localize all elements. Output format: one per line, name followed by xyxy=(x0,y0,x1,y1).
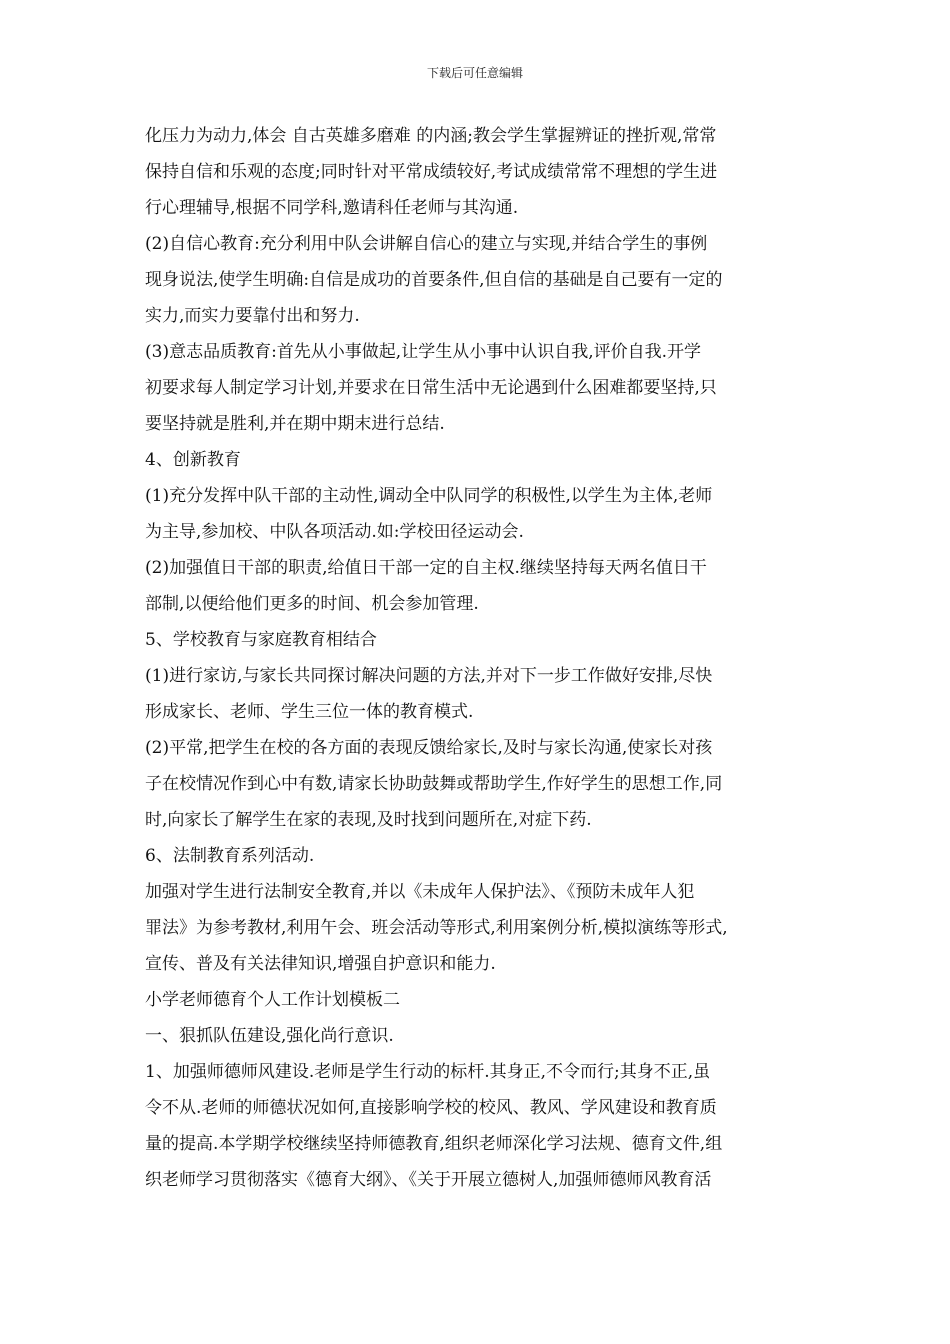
section-heading: 6、法制教育系列活动. xyxy=(145,846,315,866)
text-line: 初要求每人制定学习计划,并要求在日常生活中无论遇到什么困难都要坚持,只 xyxy=(145,378,717,398)
text-line: 保持自信和乐观的态度;同时针对平常成绩较好,考试成绩常常不理想的学生进 xyxy=(145,162,718,182)
text-line: (1)进行家访,与家长共同探讨解决问题的方法,并对下一步工作做好安排,尽快 xyxy=(145,666,713,686)
text-line: 现身说法,使学生明确:自信是成功的首要条件,但自信的基础是自己要有一定的 xyxy=(145,270,723,290)
text-line: 罪法》为参考教材,利用午会、班会活动等形式,利用案例分析,模拟演练等形式, xyxy=(145,918,728,938)
page-header: 下载后可任意编辑 xyxy=(426,66,523,80)
text-line: 令不从.老师的师德状况如何,直接影响学校的校风、教风、学风建设和教育质 xyxy=(145,1098,717,1118)
section-heading: 一、狠抓队伍建设,强化尚行意识. xyxy=(145,1026,394,1046)
text-line: (3)意志品质教育:首先从小事做起,让学生从小事中认识自我,评价自我.开学 xyxy=(145,342,702,362)
text-line: 量的提高.本学期学校继续坚持师德教育,组织老师深化学习法规、德育文件,组 xyxy=(145,1134,723,1154)
section-heading: 5、学校教育与家庭教育相结合 xyxy=(145,630,377,650)
text-line: 时,向家长了解学生在家的表现,及时找到问题所在,对症下药. xyxy=(145,810,592,830)
text-line: (2)自信心教育:充分利用中队会讲解自信心的建立与实现,并结合学生的事例 xyxy=(145,234,708,254)
text-line: (1)充分发挥中队干部的主动性,调动全中队同学的积极性,以学生为主体,老师 xyxy=(145,486,713,506)
text-line: 实力,而实力要靠付出和努力. xyxy=(145,306,360,326)
text-line: 织老师学习贯彻落实《德育大纲》、《关于开展立德树人,加强师德师风教育活 xyxy=(145,1170,712,1190)
text-line: 化压力为动力,体会 自古英雄多磨难 的内涵;教会学生掌握辨证的挫折观,常常 xyxy=(145,126,717,146)
text-line: 部制,以便给他们更多的时间、机会参加管理. xyxy=(145,594,479,614)
section-heading: 4、创新教育 xyxy=(145,450,241,470)
document-subtitle: 小学老师德育个人工作计划模板二 xyxy=(145,990,400,1010)
text-line: 形成家长、老师、学生三位一体的教育模式. xyxy=(145,702,474,722)
text-line: 要坚持就是胜利,并在期中期末进行总结. xyxy=(145,414,445,434)
text-line: 1、加强师德师风建设.老师是学生行动的标杆.其身正,不令而行;其身不正,虽 xyxy=(145,1062,711,1082)
text-line: 加强对学生进行法制安全教育,并以《未成年人保护法》、《预防未成年人犯 xyxy=(145,882,695,902)
text-line: 行心理辅导,根据不同学科,邀请科任老师与其沟通. xyxy=(145,198,519,218)
text-line: (2)加强值日干部的职责,给值日干部一定的自主权.继续坚持每天两名值日干 xyxy=(145,558,707,578)
text-line: 为主导,参加校、中队各项活动.如:学校田径运动会. xyxy=(145,522,524,542)
text-line: (2)平常,把学生在校的各方面的表现反馈给家长,及时与家长沟通,使家长对孩 xyxy=(145,738,713,758)
text-line: 宣传、普及有关法律知识,增强自护意识和能力. xyxy=(145,954,496,974)
document-body xyxy=(145,118,815,1198)
text-line: 子在校情况作到心中有数,请家长协助鼓舞或帮助学生,作好学生的思想工作,同 xyxy=(145,774,723,794)
